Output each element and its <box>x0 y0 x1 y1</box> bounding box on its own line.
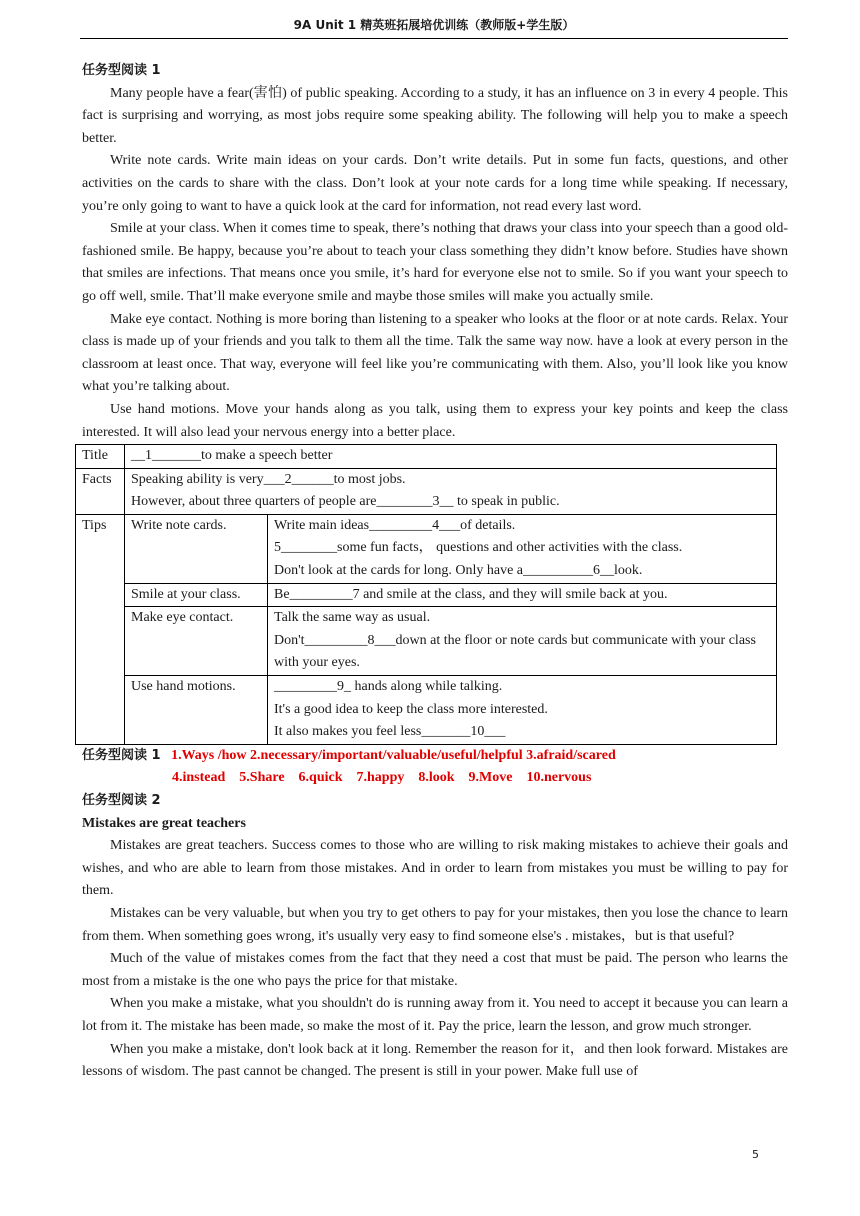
section1-title: 任务型阅读 1 <box>82 63 161 78</box>
section2-paragraph: Mistakes can be very valuable, but when you try to get others to pay for your mistakes, then you lose the chance to learn from them. When something goes wrong, it's usually very easy to find someone else's . mistakes，but is that useful? <box>82 905 788 944</box>
tip-text: Don't look at the cards for long. Only have a <box>274 563 524 579</box>
tip-line <box>274 676 770 699</box>
table-row <box>76 676 777 745</box>
document-body <box>82 60 788 1084</box>
table-cell-tips-label: Tips <box>76 514 125 744</box>
facts-text: to most jobs. <box>333 471 406 487</box>
tip-text: Write main ideas <box>274 517 370 533</box>
table-cell-facts-label: Facts <box>76 468 125 514</box>
facts-line <box>131 491 770 514</box>
tip-line <box>274 537 770 560</box>
tip-line <box>274 721 770 744</box>
section1-paragraph: Many people have a fear(害怕) of public speaking. According to a study, it has an influence on 3 in every 4 people. This fact is surprising and worrying, as most jobs require some speaking ability. The following will help you to make a speech better. <box>82 85 788 146</box>
tip-line <box>274 515 770 538</box>
blank-3: ________3__ <box>376 494 454 510</box>
table-cell-facts <box>125 468 777 514</box>
tip-text: It also makes you feel less <box>274 724 422 740</box>
tip-text: down at the floor or note cards but communicate with your class with your eyes. <box>274 632 756 671</box>
answer-key-line-1 <box>82 745 788 768</box>
tip-text: some fun facts， questions and other activities with the class. <box>337 540 683 556</box>
page-number: 5 <box>752 1148 759 1161</box>
tip-line <box>274 630 770 675</box>
facts-text: to speak in public. <box>453 494 560 510</box>
passage-heading: Mistakes are great teachers <box>82 815 246 831</box>
section1-paragraph: Write note cards. Write main ideas on your cards. Don’t write details. Put in some fun facts, questions, and other activities on the cards to share with the class. Don’t look at your note cards for a long time while speaking. If necessary, you’re only going to want to have a quick look at the card for information, not read every last word. <box>82 153 788 214</box>
blank-1: __1_______ <box>131 448 201 464</box>
tip-content <box>268 514 777 583</box>
table-cell-title-label: Title <box>76 445 125 469</box>
table-row <box>76 514 777 583</box>
tip-text: hands along while talking. <box>351 679 503 695</box>
blank-7: _________7 <box>289 586 360 602</box>
section1-paragraph: Use hand motions. Move your hands along as you talk, using them to express your key points and keep the class interested. It will also lead your nervous energy into a better place. <box>82 401 788 440</box>
tip-line: It's a good idea to keep the class more interested. <box>274 701 548 717</box>
facts-text: Speaking ability is very <box>131 471 264 487</box>
section1-paragraph: Make eye contact. Nothing is more boring than listening to a speaker who looks at the floor or at note cards. Relax. Your class is made up of your friends and you talk to them all the time. Talk the same way now. have a look at every person in the classroom at least once. That way, everyone will feel like you’re communicating with them. Also, you’ll look like you know what you’re talking about. <box>82 311 788 395</box>
answer-key-text: 1.Ways /how 2.necessary/important/valuable/useful/helpful 3.afraid/scared <box>171 747 616 763</box>
blank-2: ___2______ <box>263 471 334 487</box>
page-header: 9A Unit 1 精英班拓展培优训练（教师版+学生版） <box>293 18 575 32</box>
section1-paragraph: Smile at your class. When it comes time to speak, there’s nothing that draws your class into your speech than a good old-fashioned smile. Be happy, because you’re about to teach your class something they didn’t know before. Studies have shown that smiles are infections. That means once you smile, it’s hard for everyone else not to smile. So if you want your speech to go off well, smile. That’ll make everyone smile and maybe those smiles will make you actually smile. <box>82 221 788 304</box>
facts-line <box>131 469 770 492</box>
tip-label: Make eye contact. <box>125 607 268 676</box>
header-divider <box>80 38 788 39</box>
tip-text: Don't <box>274 632 305 648</box>
tip-text: and smile at the class, and they will smile back at you. <box>359 586 668 602</box>
facts-text: However, about three quarters of people are <box>131 494 377 510</box>
blank-5: 5________ <box>274 540 337 556</box>
blank-10: _______10___ <box>421 724 506 740</box>
table-row <box>76 583 777 607</box>
table-row <box>76 607 777 676</box>
tip-line <box>274 560 770 583</box>
blank-8: _________8___ <box>304 632 396 648</box>
answer-key-text: 4.instead 5.Share 6.quick 7.happy 8.look 9.Move 10.nervous <box>172 770 592 786</box>
section2-paragraph: When you make a mistake, don't look back at it long. Remember the reason for it，and then look forward. Mistakes are lessons of wisdom. The past cannot be changed. The present is still in your power. Make full use of <box>82 1041 788 1080</box>
tip-label: Write note cards. <box>125 514 268 583</box>
blank-4: _________4___ <box>369 517 461 533</box>
tip-line: Talk the same way as usual. <box>274 610 431 626</box>
tip-label: Use hand motions. <box>125 676 268 745</box>
tip-label: Smile at your class. <box>125 583 268 607</box>
answer-table <box>75 444 777 745</box>
tip-text: of details. <box>460 517 516 533</box>
table-row <box>76 468 777 514</box>
tip-text: look. <box>614 563 643 579</box>
section2-paragraph: When you make a mistake, what you shouldn't do is running away from it. You need to accept it because you can learn a lot from it. The mistake has been made, so make the most of it. Pay the price, learn the lesson, and grow much stronger. <box>82 996 788 1034</box>
tip-content <box>268 676 777 745</box>
answer-key-label: 任务型阅读 1 <box>82 747 161 763</box>
section2-title: 任务型阅读 2 <box>82 793 161 808</box>
title-text: to make a speech better <box>201 448 333 464</box>
section2-paragraph: Much of the value of mistakes comes from the fact that they need a cost that must be paid. The person who learns the most from a mistake is the one who pays the price for that mistake. <box>82 951 788 989</box>
blank-9: _________9_ <box>274 679 351 695</box>
answer-key-line-2 <box>82 767 788 790</box>
tip-content <box>268 607 777 676</box>
table-row <box>76 445 777 469</box>
blank-6: __________6__ <box>523 563 615 579</box>
tip-content <box>268 583 777 607</box>
table-cell-title <box>125 445 777 469</box>
section2-paragraph: Mistakes are great teachers. Success comes to those who are willing to risk making mistakes to achieve their goals and wishes, and who are able to learn from those mistakes. And in order to learn from mistakes you must be willing to pay for them. <box>82 838 788 899</box>
tip-text: Be <box>274 586 290 602</box>
